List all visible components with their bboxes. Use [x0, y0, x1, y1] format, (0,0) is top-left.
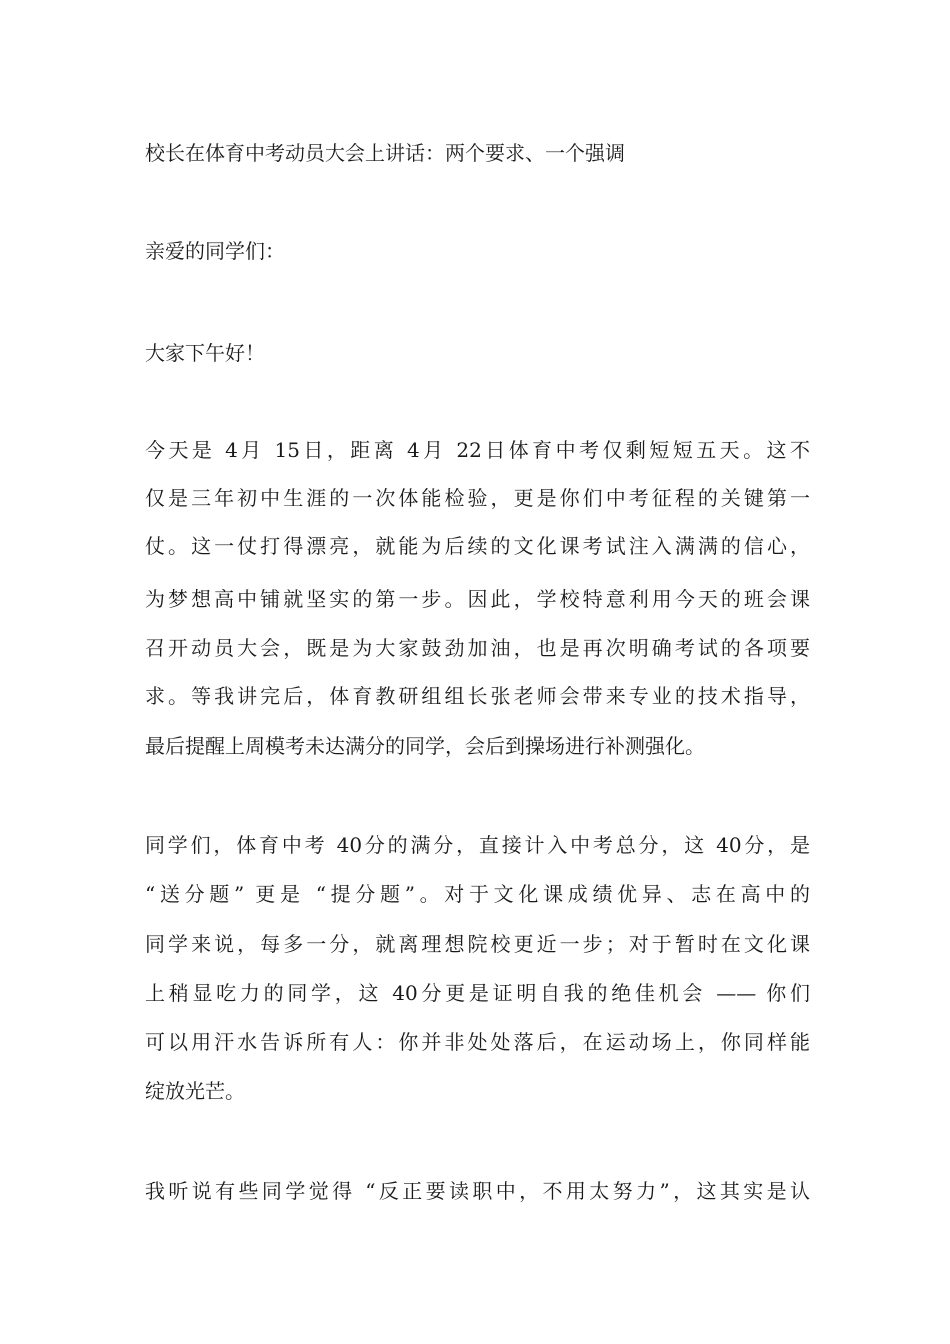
paragraph-line: 召开动员大会，既是为大家鼓劲加油，也是再次明确考试的各项要 — [145, 636, 810, 660]
paragraph-line: 上稍显吃力的同学，这 40分更是证明自我的绝佳机会 —— 你们 — [145, 981, 810, 1005]
paragraph-line: 最后提醒上周模考未达满分的同学，会后到操场进行补测强化。 — [145, 734, 705, 758]
greeting: 大家下午好！ — [145, 341, 265, 365]
paragraph-line: 求。等我讲完后，体育教研组组长张老师会带来专业的技术指导， — [145, 684, 810, 708]
paragraph-line: 绽放光芒。 — [145, 1079, 245, 1103]
paragraph-line: 同学来说，每多一分，就离理想院校更近一步；对于暂时在文化课 — [145, 932, 810, 956]
paragraph-line: 为梦想高中铺就坚实的第一步。因此，学校特意利用今天的班会课 — [145, 587, 810, 611]
paragraph-line: 仅是三年初中生涯的一次体能检验，更是你们中考征程的关键第一 — [145, 486, 810, 510]
paragraph-line: 今天是 4月 15日，距离 4月 22日体育中考仅剩短短五天。这不 — [145, 438, 810, 462]
paragraph-line: 我听说有些同学觉得 “反正要读职中，不用太努力”，这其实是认 — [145, 1179, 810, 1203]
paragraph-line: 可以用汗水告诉所有人：你并非处处落后，在运动场上，你同样能 — [145, 1030, 810, 1054]
document-title: 校长在体育中考动员大会上讲话：两个要求、一个强调 — [145, 141, 625, 165]
paragraph-line: “送分题” 更是 “提分题”。对于文化课成绩优异、志在高中的 — [145, 882, 810, 906]
paragraph-line: 仗。这一仗打得漂亮，就能为后续的文化课考试注入满满的信心， — [145, 534, 810, 558]
salutation: 亲爱的同学们： — [145, 239, 285, 263]
paragraph-line: 同学们，体育中考 40分的满分，直接计入中考总分，这 40分，是 — [145, 833, 810, 857]
